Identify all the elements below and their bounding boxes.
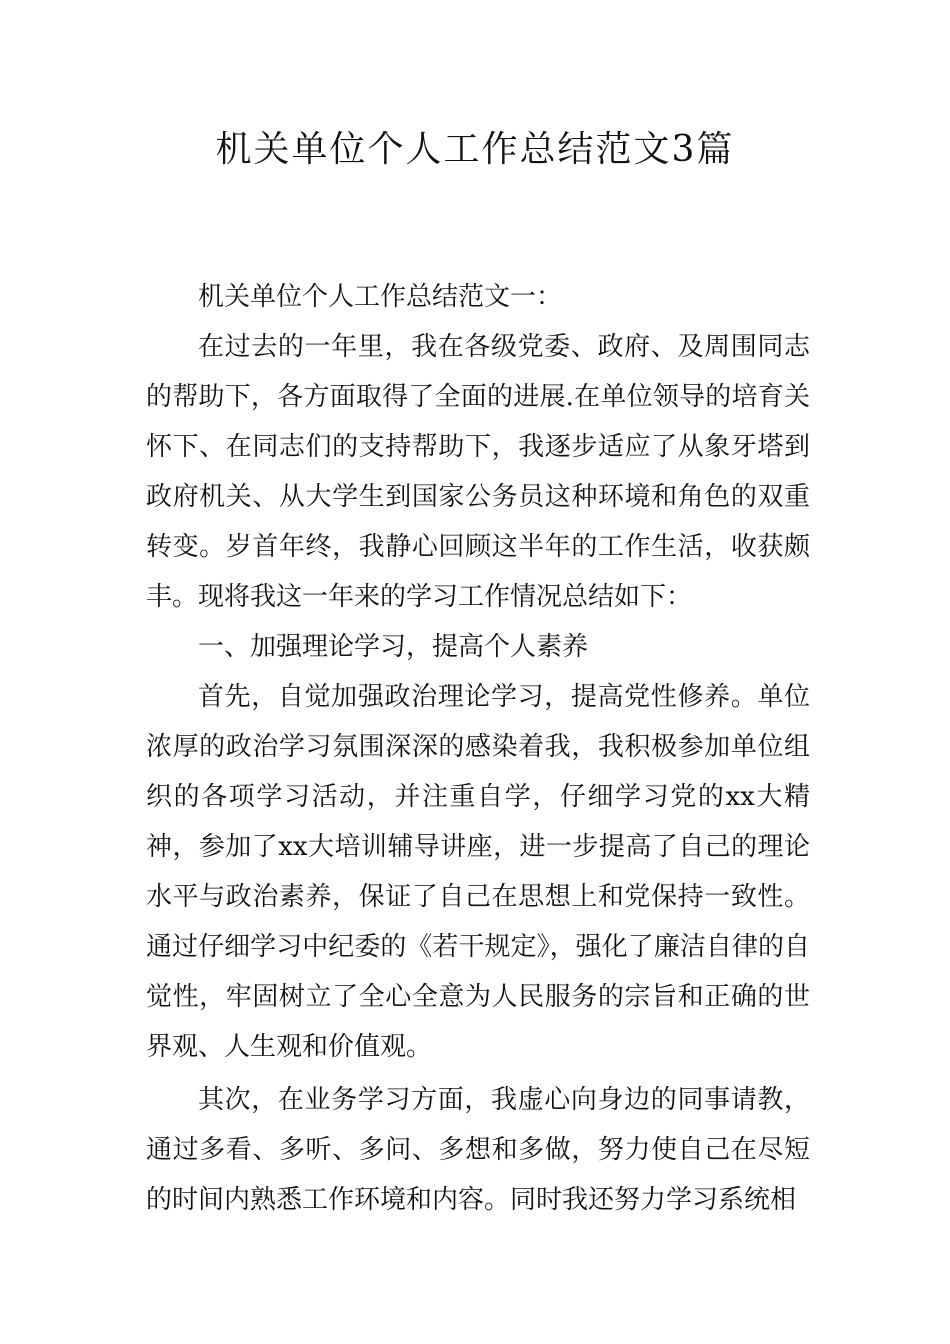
business-study-paragraph: 其次，在业务学习方面，我虚心向身边的同事请教，通过多看、多听、多问、多想和多做，努力使自己在尽短的时间内熟悉工作环境和内容。同时我还努力学习系统相 (146, 1085, 810, 1215)
section-heading-theory-study: 一、加强理论学习，提高个人素养 (198, 632, 589, 662)
intro-paragraph: 在过去的一年里，我在各级党委、政府、及周围同志的帮助下，各方面取得了全面的进展.在单位领导的培育关怀下、在同志们的支持帮助下，我逐步适应了从象牙塔到政府机关、从大学生到国家公务员这种环境和角色的双重转变。岁首年终，我静心回顾这半年的工作生活，收获颇丰。现将我这一年来的学习工作情况总结如下： (146, 332, 810, 612)
document-body (146, 272, 810, 1225)
political-study-paragraph: 首先，自觉加强政治理论学习，提高党性修养。单位浓厚的政治学习氛围深深的感染着我，我积极参加单位组织的各项学习活动，并注重自学，仔细学习党的xx大精神，参加了xx大培训辅导讲座，进一步提高了自己的理论水平与政治素养，保证了自己在思想上和党保持一致性。通过仔细学习中纪委的《若干规定》，强化了廉洁自律的自觉性，牢固树立了全心全意为人民服务的宗旨和正确的世界观、人生观和价值观。 (146, 682, 810, 1062)
section-heading-part-one: 机关单位个人工作总结范文一： (198, 282, 563, 312)
document-title: 机关单位个人工作总结范文3篇 (215, 129, 735, 170)
